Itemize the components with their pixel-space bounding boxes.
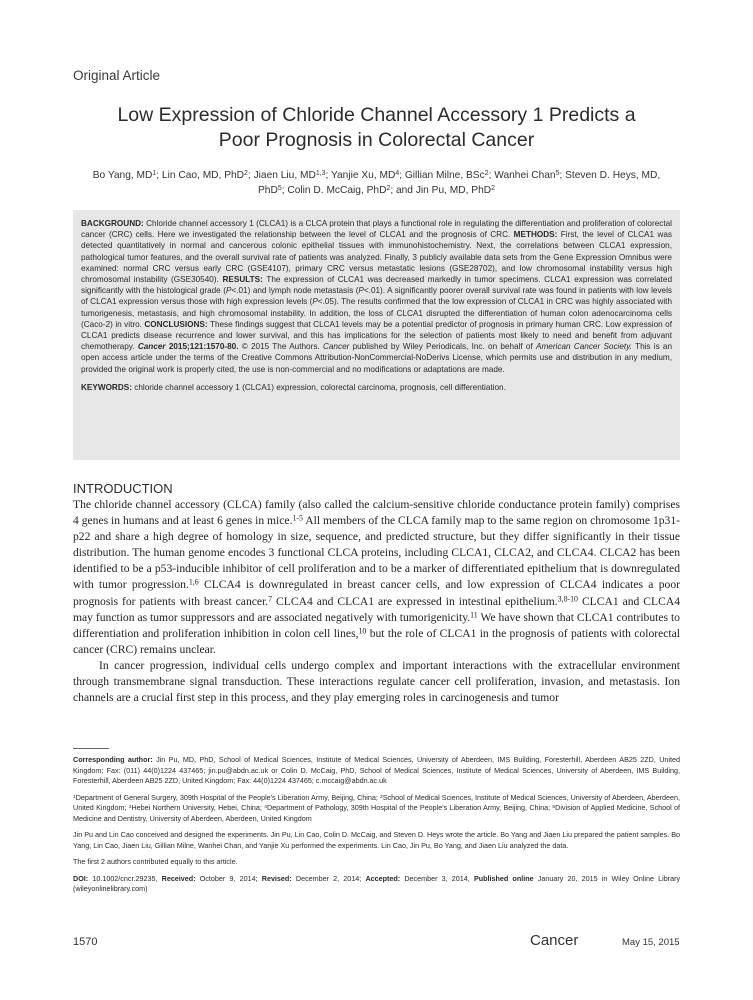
results-text: The expression of CLCA1 was decreased markedly in tumor specimens. CLCA1 expression was correlated significantly with the histological grade (P<.01) and lymph node metastasis (P<.01). A significantly poorer overall survival rate was found in patients with low levels of CLCA1 expression versus those with high expression levels (P<.05). The results confirmed that the low expression of CLCA1 in CRC was highly associated with tumorigenesis, metastasis, and high chromosomal instability. In addition, the loss of CLCA1 disrupted the differentiation of human colon adenocarcinoma cells (Caco-2) in vitro. xyxy=(81,275,673,329)
methods-label: METHODS: xyxy=(513,230,558,240)
citation-ref: 1,6 xyxy=(188,577,199,587)
author: Bo Yang, $MD^1$; xyxy=(92,169,162,181)
author: Lin Cao, MD, PhD$^2$; xyxy=(161,169,254,181)
abstract-text xyxy=(81,218,672,375)
journal-name: Cancer xyxy=(530,932,579,949)
abstract-box xyxy=(73,210,680,460)
keywords xyxy=(81,382,672,393)
author: Jin Pu, MD, PhD$^2$ xyxy=(415,184,495,196)
footnotes xyxy=(73,755,680,901)
keywords-label: KEYWORDS: xyxy=(81,382,132,392)
equal-contribution-note: The first 2 authors contributed equally to this article. xyxy=(73,857,238,866)
author: Gillian Milne, BSc$^2$; xyxy=(404,169,495,181)
title-line-2: Poor Prognosis in Colorectal Cancer xyxy=(218,129,535,151)
issue-date: May 15, 2015 xyxy=(622,937,680,948)
article-history: DOI: 10.1002/cncr.29235, Received: October 9, 2014; Revised: December 2, 2014; Accepted: December 3, 2014, Published online January 20, 2015 in Wiley Online Library (wileyonlinelibrary.com) xyxy=(73,873,681,893)
conclusions-label: CONCLUSIONS: xyxy=(144,319,208,329)
page-number: 1570 xyxy=(73,936,98,948)
introduction-body xyxy=(73,497,680,706)
conclusions-text: These findings suggest that CLCA1 levels may be a potential predictor of prognosis in primary human CRC. Low expression of CLCA1 predicts disease recurrence and lower survival, and this has implications for the selection of patients most likely to need and benefit from adjuvant chemotherapy. xyxy=(81,319,672,352)
section-label: Original Article xyxy=(73,68,161,83)
intro-paragraph-2: In cancer progression, individual cells undergo complex and important interactions with the extracellular environment through transmembrane signal transduction. These interactions regulate cancer cell proliferation, invasion, and metastasis. Ion channels are a crucial first step in this process, and they play emerging roles in carcinogenesis and tumor xyxy=(73,658,680,705)
author-list xyxy=(90,168,663,198)
methods-text: First, the level of CLCA1 was detected quantitatively in normal and cancerous colonic epithelial tissues with immunohistochemistry. Next, the correlations between CLCA1 expression, pathological tumor features, and the overall survival rate of patients was analyzed. Finally, 3 publicly available data sets from the Gene Expression Omnibus were examined: normal CRC versus early CRC (GSE4107), primary CRC versus metastatic lesions (GSE28702), and low chromosomal instability versus high chromosomal instability (GSE30540). xyxy=(81,230,672,285)
author: Yanjie Xu, $MD^4$; xyxy=(330,169,405,181)
background-text: Chloride channel accessory 1 (CLCA1) is a CLCA protein that plays a functional role in regulating the differentiation and proliferation of colorectal cancer (CRC) cells. Here we investigated the relationship between the level of CLCA1 and the prognosis of CRC. xyxy=(81,219,672,240)
intro-paragraph-1: The chloride channel accessory (CLCA) family (also called the calcium-sensitive chloride conductance protein family) comprises 4 genes in humans and at least 6 genes in mice.$^{1-5}$ All members of the CLCA family map to the same region on chromosome 1p31-p22 and share a high degree of homology in size, sequence, and predicted structure, but they differ significantly in their tissue distribution. The human genome encodes 3 functional CLCA proteins, including CLCA1, CLCA2, and CLCA4. CLCA2 has been identified to be a p53-inducible inhibitor of cell proliferation and to be a marker of differentiated epithelium that is downregulated with tumor progression.$^{1,6}$ CLCA4 is downregulated in breast cancer cells, and low expression of CLCA4 indicates a poor prognosis for patients with breast cancer.$^7$ CLCA4 and CLCA1 are expressed in intestinal epithelium.$^{3,8-10}$ CLCA1 and CLCA4 may function as tumor suppressors and are associated negatively with tumorigenicity.$^{11}$ We have shown that CLCA1 contributes to differentiation and proliferation inhibition in colon cell lines,$^{10}$ but the role of CLCA1 in the prognosis of patients with colorectal cancer (CRC) remains unclear. xyxy=(73,498,680,656)
introduction-heading: INTRODUCTION xyxy=(73,481,173,496)
author: Jiaen Liu, MD$^{1,3}$; xyxy=(253,169,331,181)
article-title xyxy=(60,103,693,153)
citation-ref: 7 xyxy=(268,594,273,604)
license-text: This is an open access article under the terms of the Creative Commons Attribution-NonCommercial-NoDerivs License, which permits use and distribution in any medium, provided the original work is properly cited, the use is non-commercial and no modifications or adaptations are made. xyxy=(81,342,673,374)
author: Wanhei Chan$^5$; xyxy=(494,169,566,181)
corresponding-author: Corresponding author: Jin Pu, MD, PhD, School of Medical Sciences, Institute of Medical Sciences, University of Aberdeen, IMS Building, Foresterhill, Aberdeen AB25 2ZD, United Kingdom; Fax: (011) 44(0)1224 437465; jin.pu@abdn.ac.uk or Colin D. McCaig, PhD, School of Medical Sciences, Institute of Medical Sciences, University of Aberdeen, IMS Building, Foresterhill, Aberdeen AB25 2ZD, United Kingdom; Fax: 44(0)1224 437465; c.mccaig@abdn.ac.uk xyxy=(73,755,681,785)
title-line-1: Low Expression of Chloride Channel Accessory 1 Predicts a xyxy=(117,104,636,126)
background-label: BACKGROUND: xyxy=(81,219,144,228)
author: Steven D. Heys, MD, PhD$^5$; xyxy=(258,170,661,196)
citation-ref: 3,8-10 xyxy=(557,594,578,604)
footnote-divider xyxy=(73,748,109,749)
author-contributions: Jin Pu and Lin Cao conceived and designed the experiments. Jin Pu, Lin Cao, Colin D. McCaig, and Steven D. Heys wrote the article. Bo Yang and Jiaen Liu prepared the patient samples. Bo Yang, Lin Cao, Jiaen Liu, Gillian Milne, Wanhei Chan, and Yanjie Xu performed the experiments. Lin Cao, Jin Pu, Bo Yang, and Jiaen Liu analyzed the data. xyxy=(73,830,680,850)
author: Colin D. McCaig, PhD$^2$; and xyxy=(287,184,416,196)
affiliations: $^1$Department of General Surgery, 309th Hospital of the People's Liberation Army, Beijing, China; $^2$School of Medical Sciences, Institute of Medical Sciences, University of Aberdeen, Aberdeen, United Kingdom; $^3$Hebei Northern University, Hebei, China; $^4$Department of Pathology, 309th Hospital of the People's Liberation Army, Beijing, China; $^5$Division of Applied Medicine, School of Medicine and Dentistry, University of Aberdeen, Aberdeen, United Kingdom xyxy=(73,792,681,823)
citation-ref: 10 xyxy=(358,626,367,636)
copyright: © 2015 The Authors. Cancer published by Wiley Periodicals, Inc. on behalf of American Cancer Society. xyxy=(241,342,632,352)
citation-ref: 11 xyxy=(470,610,478,620)
keywords-text: chloride channel accessory 1 (CLCA1) expression, colorectal carcinoma, prognosis, cell differentiation. xyxy=(134,382,506,392)
citation-ref: 1-5 xyxy=(292,513,303,523)
results-label: RESULTS: xyxy=(222,275,263,285)
citation: Cancer 2015;121:1570-80. xyxy=(137,342,239,352)
